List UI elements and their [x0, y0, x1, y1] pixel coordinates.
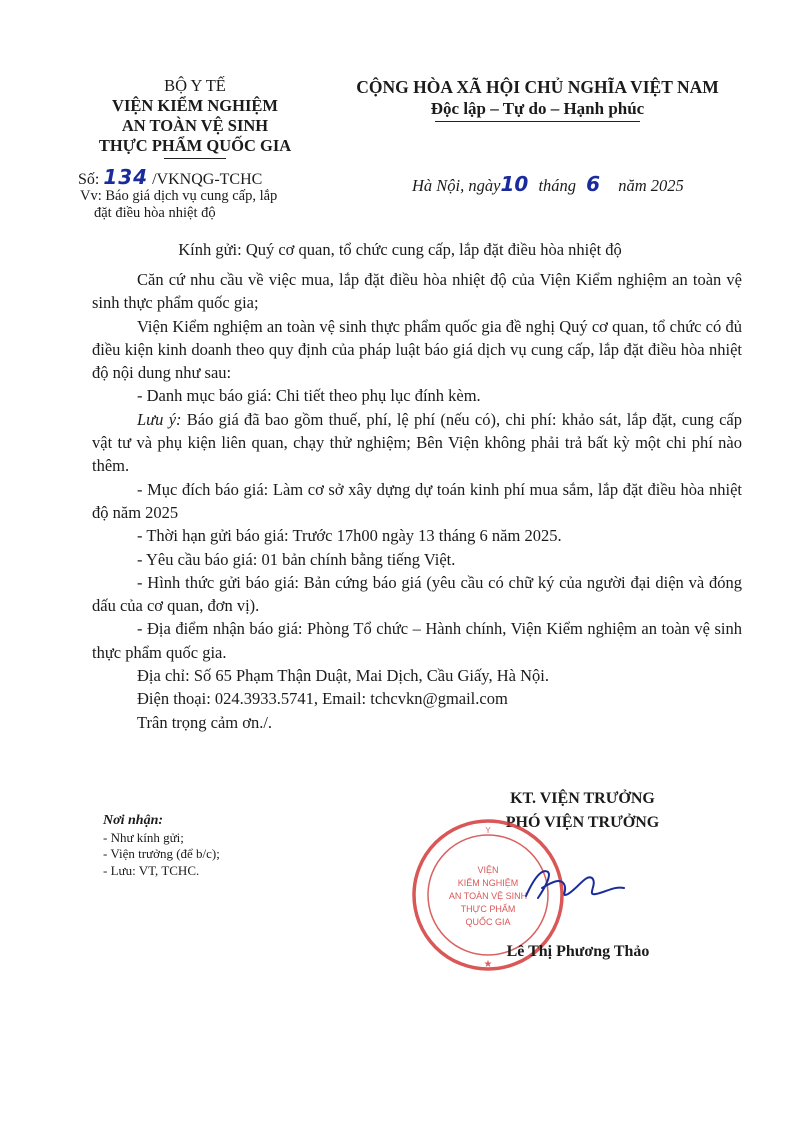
body-paragraph: Viện Kiểm nghiệm an toàn vệ sinh thực phẩm quốc gia đề nghị Quý cơ quan, tổ chức có đủ điều kiện kinh doanh theo quy định của pháp luật báo giá dịch vụ cung cấp, lắp đặt điều hòa nhiệt độ nội dung như sau:: [92, 316, 742, 383]
body-paragraph: - Địa điểm nhận báo giá: Phòng Tổ chức – Hành chính, Viện Kiểm nghiệm an toàn vệ sinh thực phẩm quốc gia.: [92, 619, 742, 662]
svg-text:Y: Y: [485, 826, 491, 835]
date-year: năm 2025: [618, 176, 684, 195]
body-paragraph: - Thời hạn gửi báo giá: Trước 17h00 ngày 13 tháng 6 năm 2025.: [137, 526, 562, 546]
issuer-block: [70, 76, 320, 159]
date-place: Hà Nội, ngày: [412, 176, 501, 195]
recipient-item: - Như kính gửi;: [103, 829, 184, 845]
recipient-item: - Lưu: VT, TCHC.: [103, 862, 200, 878]
stamp-text-line1: VIỆN: [477, 865, 499, 875]
handwritten-number: 134: [103, 165, 149, 189]
ministry-name: BỘ Y TẾ: [164, 76, 226, 95]
svg-text:★: ★: [483, 959, 493, 970]
body-paragraph: - Yêu cầu báo giá: 01 bản chính bằng tiếng Việt.: [137, 549, 456, 569]
institute-name-line3: THỰC PHẨM QUỐC GIA: [98, 136, 292, 155]
handwritten-day: 10: [500, 172, 529, 196]
contact-line: Điện thoại: 024.3933.5741, Email: tchcvkn@gmail.com: [137, 689, 508, 709]
closing-line: Trân trọng cảm ơn./.: [137, 712, 273, 732]
subject-line2: đặt điều hòa nhiệt độ: [94, 205, 216, 221]
handwritten-signature: [520, 858, 630, 908]
issuer-underline: [164, 158, 226, 159]
number-suffix: /VKNQG-TCHC: [152, 171, 263, 188]
note-text: Báo giá đã bao gồm thuế, phí, lệ phí (nếu có), chi phí: khảo sát, lắp đặt, cung cấp vật tư và phụ kiện liên quan, chạy thử nghiệm; Bên Viện không phải trả bất kỳ một chi phí nào thêm.: [92, 409, 742, 476]
signer-name: Lê Thị Phương Thảo: [506, 943, 650, 960]
body-paragraph: - Danh mục báo giá: Chi tiết theo phụ lục đính kèm.: [137, 386, 481, 406]
document-date: [412, 172, 684, 196]
letter-body: [92, 268, 742, 734]
motto-underline: [435, 121, 640, 122]
national-header: [325, 76, 750, 122]
subject-line1: Vv: Báo giá dịch vụ cung cấp, lắp: [80, 188, 278, 204]
body-paragraph: Căn cứ nhu cầu về việc mua, lắp đặt điều hòa nhiệt độ của Viện Kiểm nghiệm an toàn vệ sinh thực phẩm quốc gia;: [92, 270, 742, 313]
signer-role2: PHÓ VIỆN TRƯỞNG: [505, 814, 660, 831]
number-prefix: Số:: [78, 171, 100, 188]
document-subject: [80, 188, 295, 222]
stamp-text-line3: AN TOÀN VỆ SINH: [448, 891, 528, 901]
body-paragraph: - Hình thức gửi báo giá: Bản cứng báo giá (yêu cầu có chữ ký của người đại diện và đóng dấu của cơ quan, đơn vị).: [92, 572, 742, 616]
handwritten-month: 6: [586, 172, 601, 196]
recipients-title: Nơi nhận:: [103, 813, 164, 828]
recipients-block: [103, 813, 220, 879]
note-paragraph: [92, 408, 742, 478]
greeting-line: Kính gửi: Quý cơ quan, tổ chức cung cấp, lắp đặt điều hòa nhiệt độ: [178, 240, 622, 259]
body-paragraph: - Mục đích báo giá: Làm cơ sở xây dựng dự toán kinh phí mua sắm, lắp đặt điều hòa nhiệt độ năm 2025: [92, 479, 742, 522]
stamp-text-line4: THỰC PHẨM: [460, 904, 516, 914]
note-label: Lưu ý:: [137, 409, 182, 429]
recipient-item: - Viện trưởng (để b/c);: [103, 846, 220, 861]
institute-name-line1: VIỆN KIỂM NGHIỆM: [112, 96, 278, 115]
institute-name-line2: AN TOÀN VỆ SINH: [121, 116, 269, 135]
address-line: Địa chỉ: Số 65 Phạm Thận Duật, Mai Dịch, Cầu Giấy, Hà Nội.: [137, 666, 549, 686]
date-month-label: tháng: [538, 176, 577, 195]
stamp-text-line5: QUỐC GIA: [465, 917, 511, 927]
country-name: CỘNG HÒA XÃ HỘI CHỦ NGHĨA VIỆT NAM: [356, 77, 719, 97]
signer-role1: KT. VIỆN TRƯỞNG: [510, 790, 655, 807]
stamp-text-line2: KIỂM NGHIỆM: [457, 878, 519, 888]
national-motto: Độc lập – Tự do – Hạnh phúc: [430, 99, 645, 118]
document-number: [78, 165, 262, 189]
